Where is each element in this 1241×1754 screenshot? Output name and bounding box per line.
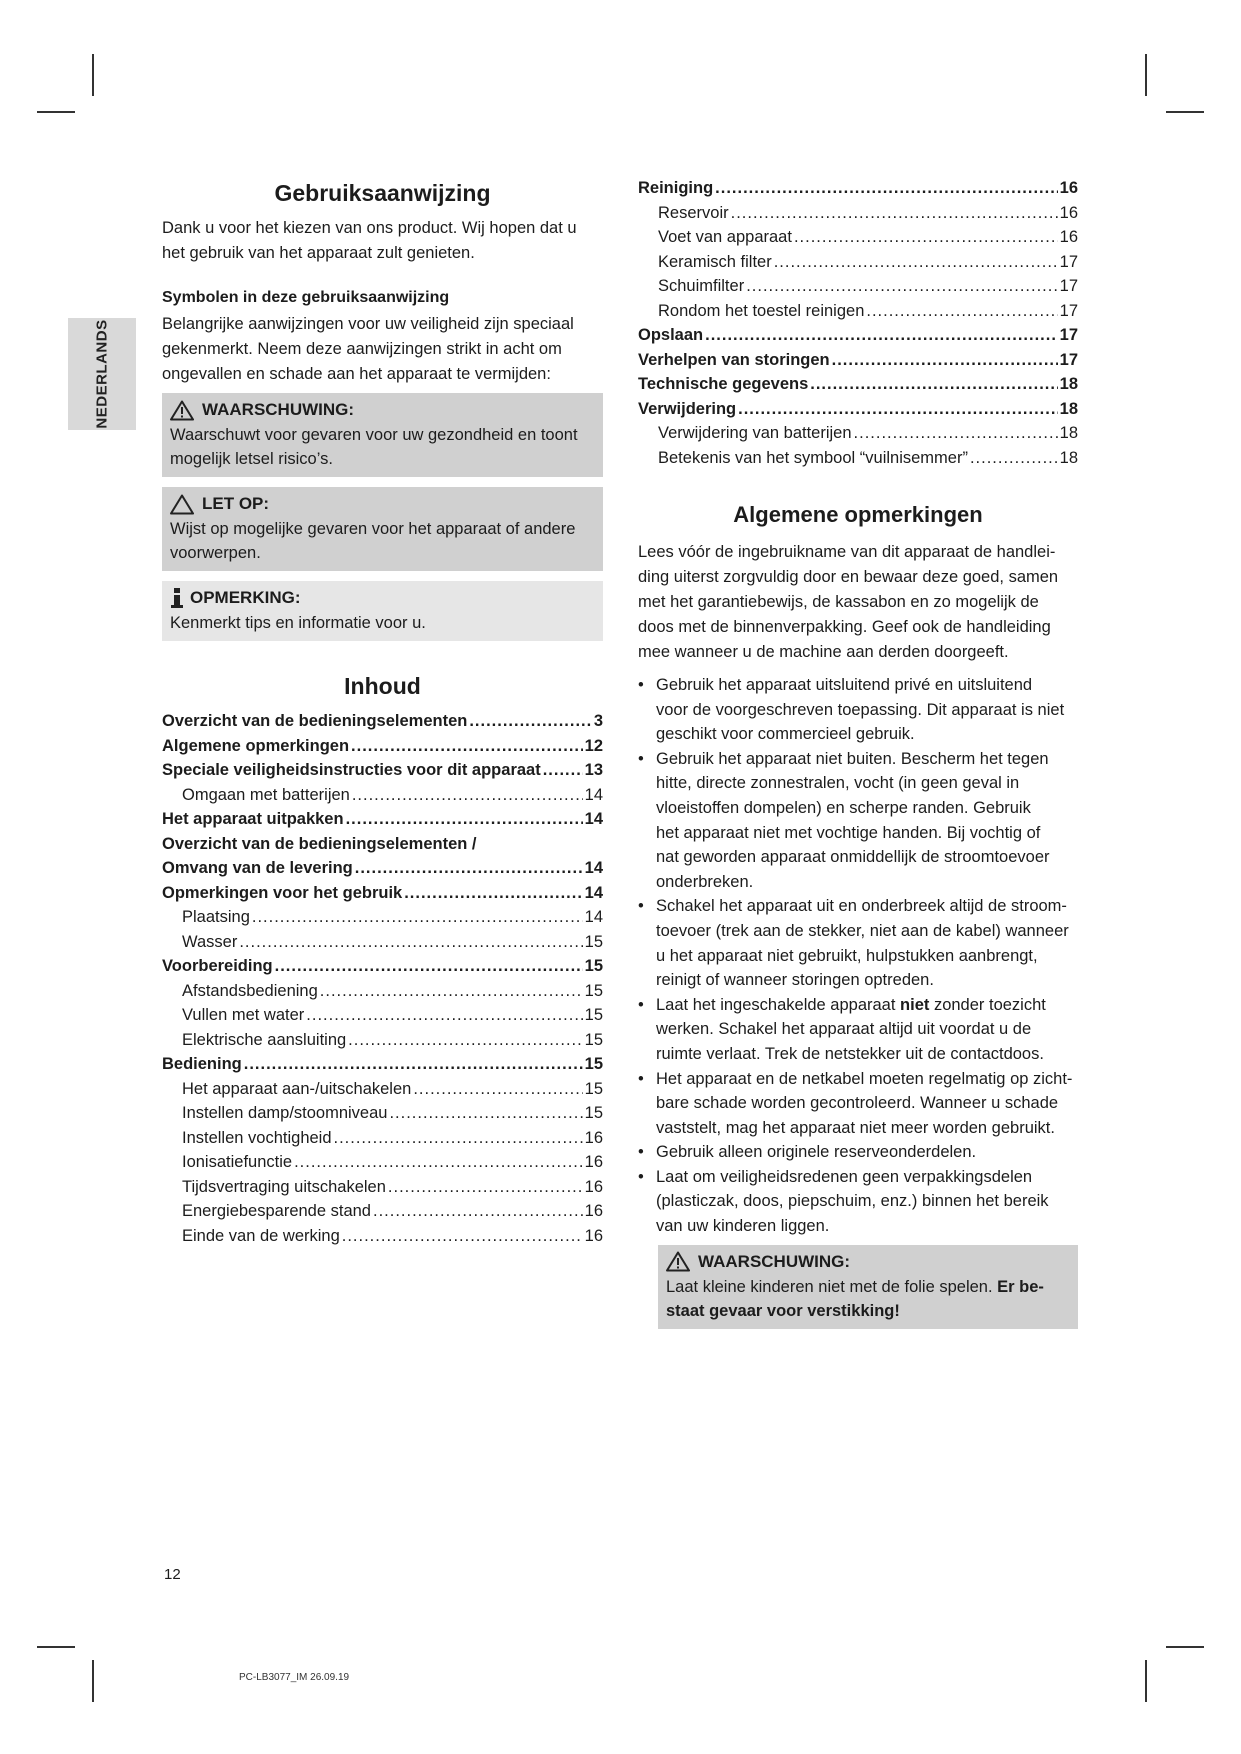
- toc-dot-leader: [348, 1028, 582, 1053]
- toc-dot-leader: [306, 1003, 582, 1028]
- warning-emphasis: Er be-: [997, 1277, 1044, 1296]
- toc-entry-label: Omgaan met batterijen: [182, 785, 350, 804]
- warning-line: mogelijk letsel risico’s.: [170, 450, 333, 468]
- bullet-emphasis: niet: [900, 995, 930, 1014]
- toc-entry: [162, 1175, 603, 1200]
- toc-entry-page: 16: [1059, 179, 1078, 197]
- toc-dot-leader: [346, 807, 583, 832]
- bullet-item: [638, 1067, 1078, 1141]
- toc-entry-page: 15: [584, 1055, 603, 1073]
- page-number: 12: [164, 1566, 181, 1583]
- toc-entry-label: Overzicht van de bedieningselementen /: [162, 834, 477, 853]
- packaging-warning-title: WAARSCHUWING:: [698, 1251, 851, 1271]
- bullet-line: vaststelt, mag het apparaat niet meer worden gebruikt.: [656, 1118, 1055, 1137]
- bullet-line: • Schakel het apparaat uit en onderbreek altijd de stroom-: [656, 897, 1067, 916]
- toc-entry: [638, 299, 1078, 324]
- toc-entry-page: 12: [584, 736, 603, 755]
- toc-entry-label: Verhelpen van storingen: [638, 350, 830, 369]
- packaging-warning-text: [666, 1275, 1070, 1323]
- toc-entry-page: 15: [584, 957, 603, 975]
- toc-entry: [638, 176, 1078, 201]
- toc-entry-page: 16: [1059, 228, 1078, 246]
- toc-entry-page: 13: [584, 761, 603, 779]
- warning-title: WAARSCHUWING:: [202, 400, 355, 419]
- toc-entry-label: Omvang van de levering: [162, 859, 353, 877]
- toc-entry-page: 18: [1059, 375, 1078, 393]
- safety-bullet-list: [638, 673, 1078, 1239]
- toc-dot-leader: [794, 225, 1058, 250]
- toc-entry: [638, 348, 1078, 373]
- toc-entry-label: Keramisch filter: [658, 252, 772, 271]
- toc-entry: [162, 709, 603, 734]
- packaging-warning-box: [658, 1245, 1078, 1329]
- toc-entry: [162, 758, 603, 783]
- toc-entry: [638, 421, 1078, 446]
- bullet-line: van uw kinderen liggen.: [656, 1217, 830, 1236]
- bullet-line: toevoer (trek aan de stekker, niet aan de kabel) wanneer: [656, 921, 1069, 940]
- bullet-line: vloeistoffen dompelen) en scherpe randen. Gebruik: [656, 798, 1031, 817]
- toc-entry: [162, 1077, 603, 1102]
- toc-entry-label: Het apparaat aan-/uitschakelen: [182, 1079, 412, 1098]
- toc-entry-page: 17: [1059, 326, 1078, 344]
- toc-entry-page: 16: [584, 1226, 603, 1245]
- toc-entry-label: Speciale veiligheidsinstructies voor dit apparaat: [162, 761, 541, 779]
- toc-entry-label: Algemene opmerkingen: [162, 736, 350, 755]
- toc-entry-label: Reservoir: [658, 203, 729, 222]
- toc-dot-leader: [543, 758, 583, 783]
- bullet-item: [638, 1140, 1078, 1165]
- toc-entry-page: 18: [1059, 448, 1078, 467]
- bullet-line: • Gebruik het apparaat niet buiten. Bescherm het tegen: [656, 749, 1049, 768]
- toc-entry: [638, 250, 1078, 275]
- bullet-line: ruimte verlaat. Trek de netstekker uit de contactdoos.: [656, 1044, 1044, 1063]
- note-text: [170, 611, 595, 635]
- toc-entry: [162, 954, 603, 979]
- toc-dot-leader: [334, 1126, 583, 1151]
- bullet-line: (plasticzak, doos, piepschuim, enz.) binnen het bereik: [656, 1192, 1049, 1211]
- footer-print-code: PC-LB3077_IM 26.09.19: [239, 1672, 350, 1683]
- toc-entry-label: Rondom het toestel reinigen: [658, 301, 865, 320]
- toc-entry-page: 16: [584, 1202, 603, 1220]
- toc-entry: [638, 225, 1078, 250]
- caution-line: voorwerpen.: [170, 544, 261, 562]
- toc-entry-page: 17: [1059, 252, 1078, 271]
- toc-dot-leader: [373, 1199, 583, 1224]
- bullet-line: reinigt of wanneer storingen optreden.: [656, 971, 934, 990]
- toc-entry-label: Verwijdering: [638, 399, 737, 418]
- warning-text: [170, 423, 595, 471]
- toc-entry: [162, 881, 603, 906]
- toc-entry-page: 14: [584, 810, 603, 828]
- toc-entry-label: Plaatsing: [182, 908, 250, 926]
- bullet-item: [638, 993, 1078, 1067]
- toc-dot-leader: [239, 930, 582, 955]
- warning-box: [162, 393, 603, 477]
- symbols-line: ongevallen en schade aan het apparaat te vermijden:: [162, 365, 551, 383]
- toc-dot-leader: [244, 1052, 583, 1077]
- symbols-line: Belangrijke aanwijzingen voor uw veiligheid zijn speciaal: [162, 315, 574, 333]
- toc-entry-label: Het apparaat uitpakken: [162, 810, 344, 828]
- toc-entry-label: Energiebesparende stand: [182, 1202, 371, 1220]
- crop-mark: [37, 111, 75, 113]
- toc-entry-page: 18: [1059, 399, 1078, 418]
- section-line: Lees vóór de ingebruikname van dit apparaat de handlei-: [638, 543, 1056, 561]
- language-tab-label: NEDERLANDS: [93, 319, 111, 429]
- bullet-line: werken. Schakel het apparaat altijd uit voordat u de: [656, 1020, 1032, 1039]
- toc-entry: [162, 734, 603, 759]
- bullet-line: hitte, directe zonnestralen, vocht (in geen geval in: [656, 774, 1020, 793]
- toc-dot-leader: [854, 421, 1058, 446]
- caution-text: [170, 517, 595, 565]
- warning-triangle-icon: [170, 400, 194, 421]
- toc-entry: [638, 323, 1078, 348]
- bullet-line: [656, 993, 1078, 1018]
- section-title: Algemene opmerkingen: [733, 502, 983, 527]
- toc-dot-leader: [275, 954, 583, 979]
- toc-entry-label: Betekenis van het symbool “vuilnisemmer”: [658, 448, 968, 467]
- section-intro: [638, 540, 1078, 665]
- crop-mark: [37, 1646, 75, 1648]
- caution-title: LET OP:: [202, 494, 270, 513]
- note-line: Kenmerkt tips en informatie voor u.: [170, 614, 426, 632]
- toc-entry-label: Verwijdering van batterijen: [658, 424, 852, 442]
- toc-entry-label: Opmerkingen voor het gebruik: [162, 883, 403, 902]
- bullet-line: • Gebruik het apparaat uitsluitend privé en uitsluitend: [656, 676, 1033, 694]
- warning-text: Laat kleine kinderen niet met de folie spelen.: [666, 1277, 998, 1296]
- toc-dot-leader: [351, 734, 583, 759]
- table-of-contents: [162, 709, 603, 1248]
- caution-line: Wijst op mogelijke gevaren voor het apparaat of andere: [170, 520, 576, 538]
- toc-entry: [162, 905, 603, 930]
- toc-dot-leader: [342, 1224, 583, 1249]
- toc-entry: [638, 274, 1078, 299]
- caution-triangle-icon: [170, 494, 194, 515]
- toc-entry-page: 17: [1059, 301, 1078, 320]
- toc-dot-leader: [252, 905, 583, 930]
- toc-dot-leader: [705, 323, 1058, 348]
- crop-mark: [1145, 1660, 1147, 1702]
- toc-dot-leader: [355, 856, 583, 881]
- toc-entry-label: Opslaan: [638, 326, 704, 344]
- toc-entry: [638, 372, 1078, 397]
- toc-entry: [162, 1028, 603, 1053]
- toc-entry: [162, 856, 603, 881]
- toc-entry-label: Instellen vochtigheid: [182, 1128, 332, 1147]
- symbols-text: [162, 312, 603, 387]
- toc-dot-leader: [389, 1101, 582, 1126]
- crop-mark: [92, 1660, 94, 1702]
- warning-emphasis: staat gevaar voor verstikking!: [666, 1301, 900, 1320]
- toc-entry-label: Voorbereiding: [162, 957, 273, 975]
- toc-entry: [638, 201, 1078, 226]
- bullet-line: geschikt voor commercieel gebruik.: [656, 725, 915, 744]
- toc-entry: [162, 1003, 603, 1028]
- toc-entry: [162, 1126, 603, 1151]
- toc-entry-page: 15: [584, 1079, 603, 1098]
- toc-entry-page: 17: [1059, 350, 1078, 369]
- crop-mark: [1145, 54, 1147, 96]
- toc-entry: [162, 1150, 603, 1175]
- intro-line: het gebruik van het apparaat zult genieten.: [162, 244, 475, 262]
- toc-entry-label: Bediening: [162, 1055, 242, 1073]
- caution-box: [162, 487, 603, 571]
- toc-entry-page: 17: [1059, 277, 1078, 295]
- toc-entry-label: Vullen met water: [182, 1006, 305, 1024]
- right-column: [638, 176, 1078, 1329]
- note-title: OPMERKING:: [190, 588, 301, 607]
- symbols-heading: Symbolen in deze gebruiksaanwijzing: [162, 289, 450, 306]
- bullet-line: onderbreken.: [656, 872, 754, 891]
- info-icon: [170, 587, 184, 609]
- toc-entry: [638, 446, 1078, 471]
- toc-entry-page: 14: [584, 785, 603, 804]
- section-line: mee wanneer u de machine aan derden doorgeeft.: [638, 643, 1009, 661]
- bullet-line: nat geworden apparaat onmiddellijk de stroomtoevoer: [656, 848, 1050, 867]
- toc-entry: [638, 397, 1078, 422]
- toc-dot-leader: [731, 201, 1058, 226]
- toc-entry-page: 14: [584, 859, 603, 877]
- warning-triangle-icon: [666, 1251, 690, 1272]
- toc-dot-leader: [715, 176, 1057, 201]
- note-box: [162, 581, 603, 641]
- toc-entry: [162, 832, 603, 857]
- toc-entry-label: Schuimfilter: [658, 277, 745, 295]
- toc-dot-leader: [866, 299, 1057, 324]
- toc-entry-label: Reiniging: [638, 179, 714, 197]
- toc-entry-label: Tijdsvertraging uitschakelen: [182, 1177, 386, 1196]
- toc-dot-leader: [970, 446, 1058, 471]
- symbols-line: gekenmerkt. Neem deze aanwijzingen strikt in acht om: [162, 340, 562, 358]
- bullet-item: [638, 894, 1078, 992]
- toc-entry-label: Einde van de werking: [182, 1226, 340, 1245]
- toc-entry-page: 14: [584, 908, 603, 926]
- bullet-line: voor de voorgeschreven toepassing. Dit apparaat is niet: [656, 700, 1065, 719]
- bullet-item: [638, 673, 1078, 747]
- toc-dot-leader: [746, 274, 1057, 299]
- toc-dot-leader: [294, 1150, 583, 1175]
- toc-entry-page: 15: [584, 1030, 603, 1049]
- toc-dot-leader: [320, 979, 583, 1004]
- toc-entry: [162, 1101, 603, 1126]
- bullet-line: • Gebruik alleen originele reserveonderdelen.: [656, 1143, 977, 1162]
- toc-dot-leader: [774, 250, 1058, 275]
- toc-entry-label: Voet van apparaat: [658, 228, 792, 246]
- toc-entry-page: 16: [584, 1128, 603, 1147]
- bullet-line: u het apparaat niet gebruikt, hulpstukken aanbrengt,: [656, 946, 1038, 965]
- toc-dot-leader: [832, 348, 1058, 373]
- bullet-line: • Het apparaat en de netkabel moeten regelmatig op zicht-: [656, 1069, 1073, 1088]
- toc-entry: [162, 979, 603, 1004]
- warning-line: Waarschuwt voor gevaren voor uw gezondheid en toont: [170, 426, 578, 444]
- section-line: ding uiterst zorgvuldig door en bewaar deze goed, samen: [638, 568, 1059, 586]
- toc-entry-page: 15: [584, 932, 603, 951]
- bullet-item: [638, 747, 1078, 895]
- section-line: doos met de binnenverpakking. Geef ook de handleiding: [638, 618, 1051, 636]
- toc-entry-label: Instellen damp/stoomniveau: [182, 1104, 388, 1122]
- toc-dot-leader: [469, 709, 591, 734]
- crop-mark: [92, 54, 94, 96]
- toc-dot-leader: [738, 397, 1058, 422]
- toc-dot-leader: [413, 1077, 582, 1102]
- toc-entry-label: Technische gegevens: [638, 375, 809, 393]
- toc-entry: [162, 807, 603, 832]
- toc-entry-label: Wasser: [182, 932, 238, 951]
- toc-entry: [162, 1052, 603, 1077]
- toc-title: Inhoud: [344, 673, 421, 699]
- toc-entry-label: Elektrische aansluiting: [182, 1030, 347, 1049]
- toc-entry-page: 15: [584, 981, 603, 1000]
- left-column: [162, 176, 603, 1248]
- bullet-line: • Laat om veiligheidsredenen geen verpakkingsdelen: [656, 1167, 1033, 1186]
- toc-entry-page: 15: [584, 1006, 603, 1024]
- table-of-contents-continued: [638, 176, 1078, 470]
- toc-entry-page: 18: [1059, 424, 1078, 442]
- toc-entry: [162, 1199, 603, 1224]
- toc-entry-page: 16: [584, 1177, 603, 1196]
- toc-entry: [162, 783, 603, 808]
- toc-dot-leader: [388, 1175, 583, 1200]
- toc-entry-label: Ionisatiefunctie: [182, 1153, 293, 1171]
- intro-line: Dank u voor het kiezen van ons product. Wij hopen dat u: [162, 219, 577, 237]
- bullet-text: zonder toezicht: [929, 995, 1046, 1014]
- intro-text: [162, 216, 603, 266]
- toc-entry-page: 14: [584, 883, 603, 902]
- bullet-line: het apparaat niet met vochtige handen. Bij vochtig of: [656, 823, 1041, 842]
- toc-entry-page: 16: [1059, 203, 1078, 222]
- language-tab: [68, 318, 136, 430]
- crop-mark: [1166, 1646, 1204, 1648]
- toc-dot-leader: [352, 783, 583, 808]
- manual-title: Gebruiksaanwijzing: [274, 180, 491, 206]
- toc-entry: [162, 930, 603, 955]
- toc-entry-page: 16: [584, 1153, 603, 1171]
- crop-mark: [1166, 111, 1204, 113]
- toc-dot-leader: [810, 372, 1057, 397]
- toc-entry-label: Afstandsbediening: [182, 981, 318, 1000]
- bullet-line: bare schade worden gecontroleerd. Wanneer u schade: [656, 1094, 1059, 1113]
- section-line: met het garantiebewijs, de kassabon en zo mogelijk de: [638, 593, 1039, 611]
- toc-entry-page: 3: [593, 712, 603, 730]
- toc-entry-page: 15: [584, 1104, 603, 1122]
- bullet-text: Laat het ingeschakelde apparaat: [656, 995, 901, 1014]
- toc-dot-leader: [404, 881, 582, 906]
- toc-entry: [162, 1224, 603, 1249]
- toc-entry-label: Overzicht van de bedieningselementen: [162, 712, 468, 730]
- bullet-item: [638, 1165, 1078, 1239]
